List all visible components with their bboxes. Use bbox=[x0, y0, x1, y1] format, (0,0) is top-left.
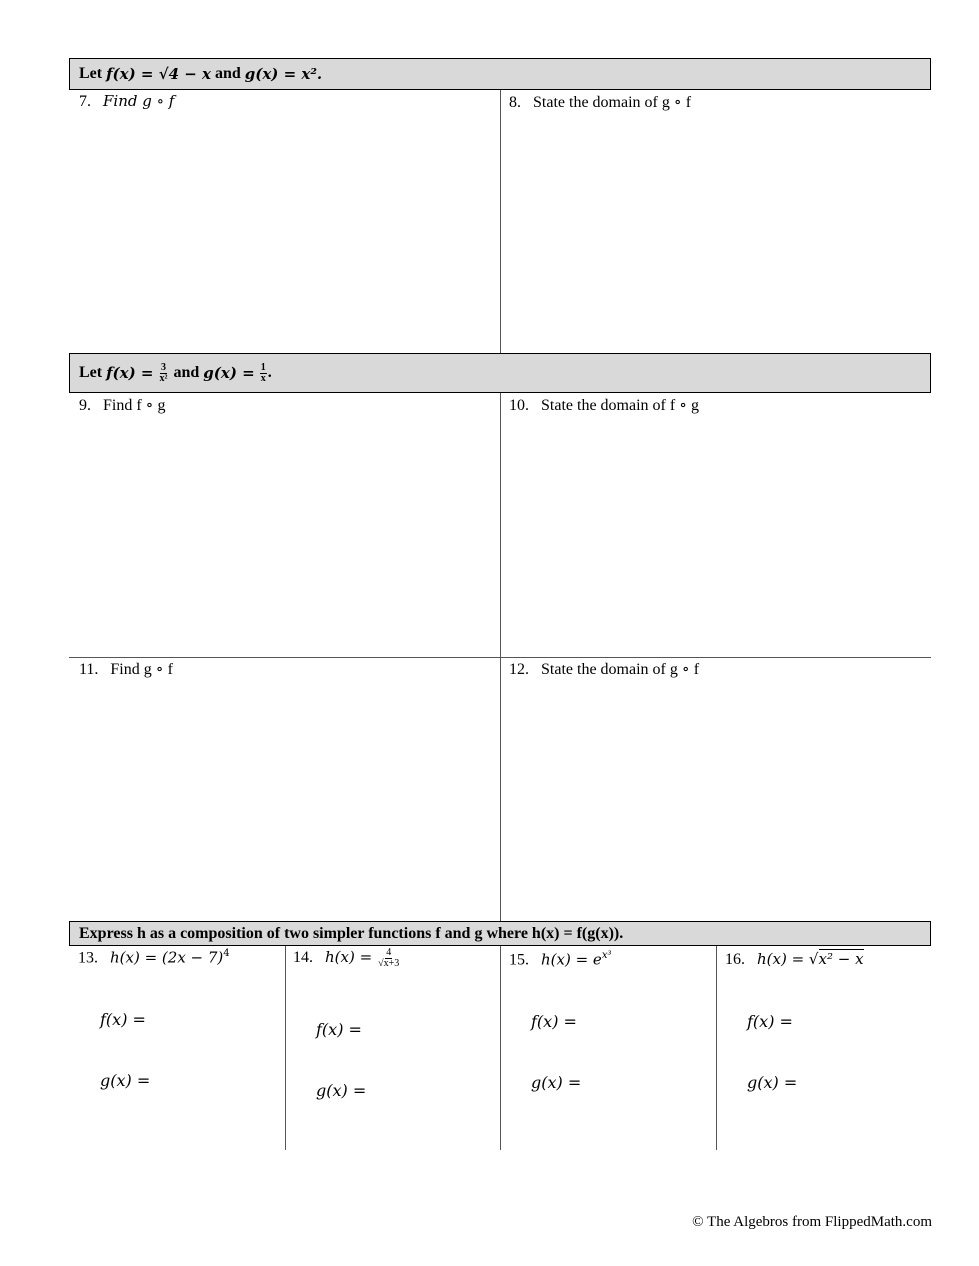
g-label: g(x) = bbox=[100, 1071, 151, 1090]
divider bbox=[716, 946, 717, 1150]
h-expression: h(x) = e bbox=[541, 950, 602, 969]
h-fraction bbox=[377, 948, 400, 969]
question-number: 9. bbox=[79, 397, 91, 414]
question-text: Find g ∘ f bbox=[110, 661, 173, 678]
question-number: 8. bbox=[509, 94, 521, 111]
denominator: x² bbox=[159, 372, 168, 384]
denominator: x bbox=[260, 372, 266, 384]
section1-header bbox=[69, 58, 931, 90]
f-definition: f(x) = bbox=[106, 364, 154, 382]
question-9 bbox=[79, 395, 166, 415]
question-12 bbox=[509, 659, 699, 679]
f-definition: f(x) = √4 − x bbox=[106, 65, 211, 83]
f-label: f(x) = bbox=[747, 1012, 793, 1031]
question-16 bbox=[725, 950, 864, 969]
h-expression: h(x) = √ bbox=[757, 950, 819, 968]
f-label: f(x) = bbox=[316, 1020, 362, 1039]
g-fraction bbox=[260, 363, 267, 384]
denominator: √x+3 bbox=[378, 958, 400, 969]
question-text: State the domain of g ∘ f bbox=[541, 661, 700, 678]
header-text: and bbox=[214, 65, 241, 82]
divider bbox=[285, 946, 286, 1150]
g-definition: g(x) = bbox=[203, 364, 255, 382]
f-label: f(x) = bbox=[531, 1012, 577, 1031]
header-text: Let bbox=[79, 364, 103, 381]
f-label: f(x) = bbox=[100, 1010, 146, 1029]
question-10 bbox=[509, 395, 699, 415]
question-number: 15. bbox=[509, 951, 529, 969]
question-number: 16. bbox=[725, 951, 745, 968]
question-number: 7. bbox=[79, 93, 91, 110]
divider bbox=[500, 946, 501, 1150]
numerator: 1 bbox=[260, 361, 266, 373]
question-11 bbox=[79, 659, 173, 679]
radicand: x² − x bbox=[818, 950, 864, 968]
g-definition: g(x) = x². bbox=[244, 65, 323, 83]
numerator: 3 bbox=[161, 361, 166, 373]
header-text: Let bbox=[79, 65, 103, 82]
question-7 bbox=[79, 92, 174, 111]
question-number: 11. bbox=[79, 661, 99, 678]
g-label: g(x) = bbox=[747, 1073, 798, 1092]
section2-header bbox=[69, 353, 931, 393]
header-period: . bbox=[267, 364, 272, 381]
copyright-footer: © The Algebros from FlippedMath.com bbox=[692, 1214, 932, 1230]
header-text: and bbox=[173, 364, 200, 381]
g-label: g(x) = bbox=[316, 1081, 367, 1100]
question-14 bbox=[293, 948, 401, 969]
section3-header bbox=[69, 921, 931, 946]
numerator: 4 bbox=[386, 947, 392, 958]
f-fraction bbox=[159, 363, 169, 384]
question-number: 12. bbox=[509, 661, 529, 678]
exponent: x³ bbox=[601, 950, 612, 961]
h-expression: h(x) = (2x − 7) bbox=[110, 948, 224, 967]
divider bbox=[69, 657, 931, 658]
question-text: State the domain of g ∘ f bbox=[533, 94, 692, 111]
question-number: 10. bbox=[509, 397, 529, 414]
h-expression: h(x) = bbox=[325, 948, 373, 967]
question-number: 13. bbox=[78, 949, 98, 967]
g-label: g(x) = bbox=[531, 1073, 582, 1092]
question-8 bbox=[509, 92, 691, 112]
question-13 bbox=[78, 948, 230, 967]
question-number: 14. bbox=[293, 949, 313, 967]
question-text: State the domain of f ∘ g bbox=[541, 397, 700, 414]
exponent: 4 bbox=[223, 948, 230, 959]
question-15 bbox=[509, 950, 611, 969]
question-text: Find g ∘ f bbox=[103, 92, 175, 110]
header-text: Express h as a composition of two simpler functions f and g where h(x) = f(g(x)). bbox=[79, 924, 624, 942]
question-text: Find f ∘ g bbox=[103, 397, 166, 414]
divider bbox=[500, 90, 501, 353]
